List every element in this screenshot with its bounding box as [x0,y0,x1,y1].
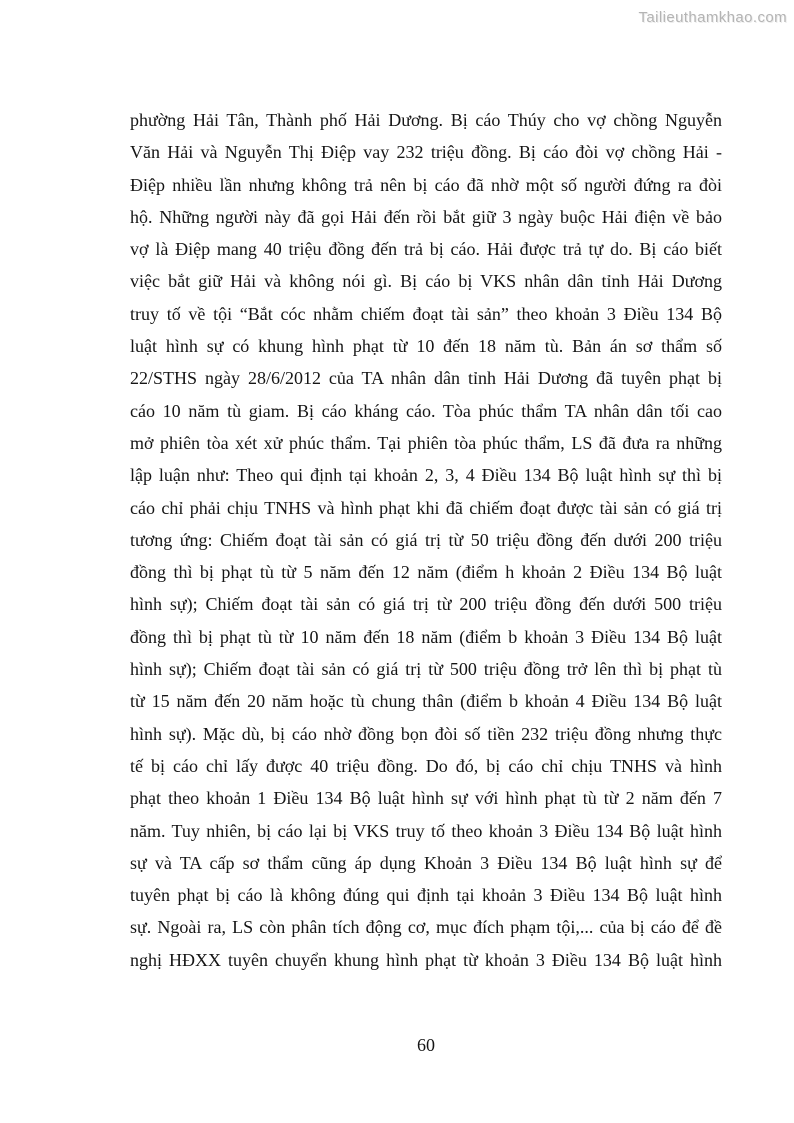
page-number: 60 [417,1035,435,1055]
text-line: sự và TA cấp sơ thẩm cũng áp dụng Khoản 3 Điều 134 Bộ luật hình sự để [130,852,722,873]
text-line: tế bị cáo chỉ lấy được 40 triệu đồng. Do đó, bị cáo chỉ chịu TNHS và hình [130,755,722,776]
text-line: vợ là Điệp mang 40 triệu đồng đến trả bị cáo. Hải được trả tự do. Bị cáo biết [130,239,722,260]
text-line: hình sự); Chiếm đoạt tài sản có giá trị từ 200 triệu đồng đến dưới 500 triệu [130,594,722,615]
text-line: truy tố về tội “Bắt cóc nhằm chiếm đoạt tài sản” theo khoản 3 Điều 134 Bộ [130,303,722,324]
text-line: lập luận như: Theo qui định tại khoản 2, 3, 4 Điều 134 Bộ luật hình sự thì bị [130,465,722,486]
text-line: cáo chỉ phải chịu TNHS và hình phạt khi đã chiếm đoạt được tài sản có giá trị [130,497,722,518]
text-line: Văn Hải và Nguyễn Thị Điệp vay 232 triệu đồng. Bị cáo đòi vợ chồng Hải - [130,142,722,163]
text-line: luật hình sự có khung hình phạt từ 10 đến 18 năm tù. Bản án sơ thẩm số [130,336,722,357]
text-line: hình sự); Chiếm đoạt tài sản có giá trị từ 500 triệu đồng trở lên thì bị phạt tù [130,659,722,680]
text-line: nghị HĐXX tuyên chuyển khung hình phạt từ khoản 3 Điều 134 Bộ luật hình [130,949,722,970]
text-line: cáo 10 năm tù giam. Bị cáo kháng cáo. Tòa phúc thẩm TA nhân dân tối cao [130,400,722,421]
text-line: mở phiên tòa xét xử phúc thẩm. Tại phiên tòa phúc thẩm, LS đã đưa ra những [130,432,722,453]
paragraph [130,104,722,976]
text-line: tuyên phạt bị cáo là không đúng qui định tại khoản 3 Điều 134 Bộ luật hình [130,885,722,906]
text-line: 22/STHS ngày 28/6/2012 của TA nhân dân tỉnh Hải Dương đã tuyên phạt bị [130,368,722,389]
text-line: năm. Tuy nhiên, bị cáo lại bị VKS truy tố theo khoản 3 Điều 134 Bộ luật hình [130,820,722,841]
watermark: Tailieuthamkhao.com [638,9,787,26]
text-line: Điệp nhiều lần nhưng không trả nên bị cáo đã nhờ một số người đứng ra đòi [130,174,722,195]
text-line: phạt theo khoản 1 Điều 134 Bộ luật hình sự với hình phạt tù từ 2 năm đến 7 [130,788,722,809]
text-line: hộ. Những người này đã gọi Hải đến rồi bắt giữ 3 ngày buộc Hải điện về bảo [130,206,722,227]
text-line: việc bắt giữ Hải và không nói gì. Bị cáo bị VKS nhân dân tỉnh Hải Dương [130,271,722,292]
text-line: từ 15 năm đến 20 năm hoặc tù chung thân (điểm b khoản 4 Điều 134 Bộ luật [130,691,722,712]
text-line: tương ứng: Chiếm đoạt tài sản có giá trị từ 50 triệu đồng đến dưới 200 triệu [130,529,722,550]
text-line: phường Hải Tân, Thành phố Hải Dương. Bị cáo Thúy cho vợ chồng Nguyễn [130,110,722,130]
text-line: đồng thì bị phạt tù từ 5 năm đến 12 năm (điểm h khoản 2 Điều 134 Bộ luật [130,562,722,583]
text-line: hình sự). Mặc dù, bị cáo nhờ đồng bọn đòi số tiền 232 triệu đồng nhưng thực [130,723,722,744]
text-line: đồng thì bị phạt tù từ 10 năm đến 18 năm (điểm b khoản 3 Điều 134 Bộ luật [130,626,722,647]
text-line: sự. Ngoài ra, LS còn phân tích động cơ, mục đích phạm tội,... của bị cáo để đề [130,917,722,938]
